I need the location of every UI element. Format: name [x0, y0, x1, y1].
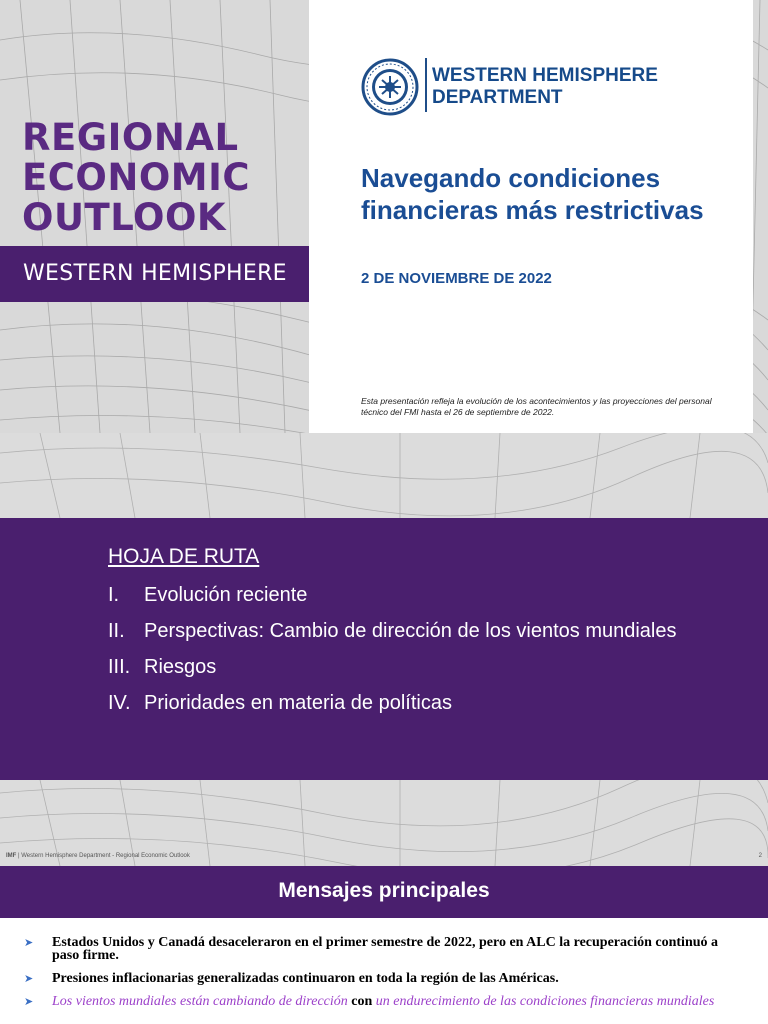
roadmap-item	[108, 582, 728, 608]
key-messages-slide	[0, 866, 768, 1024]
roadmap-item-number: III.	[108, 656, 131, 678]
key-message-item	[24, 972, 744, 985]
roadmap-item	[108, 654, 728, 680]
roadmap-item	[108, 618, 728, 644]
key-messages-title: Mensajes principales	[278, 879, 490, 902]
roadmap-band	[0, 518, 768, 780]
arrow-bullet-icon: ➤	[24, 972, 34, 985]
department-line-2: DEPARTMENT	[432, 87, 563, 108]
key-messages-band	[0, 866, 768, 918]
key-messages-list	[24, 936, 744, 1018]
department-name	[432, 65, 658, 109]
roadmap-item-text: Prioridades en materia de políticas	[144, 692, 452, 714]
report-subtitle-band	[0, 246, 309, 302]
arrow-bullet-icon: ➤	[24, 936, 34, 949]
report-subtitle: WESTERN HEMISPHERE	[23, 261, 287, 286]
roadmap-list	[108, 582, 728, 726]
arrow-bullet-icon: ➤	[24, 995, 34, 1008]
roadmap-item-number: II.	[108, 620, 125, 642]
department-line-1: WESTERN HEMISPHERE	[432, 65, 658, 86]
key-message-text: Estados Unidos y Canadá desaceleraron en el primer semestre de 2022, pero en ALC la recuperación continuó a paso firme.	[52, 935, 719, 963]
roadmap-item-text: Evolución reciente	[144, 584, 308, 606]
roadmap-item-text: Riesgos	[144, 656, 217, 678]
imf-seal-icon	[361, 58, 419, 116]
connector-text: con	[347, 994, 376, 1009]
roadmap-heading: HOJA DE RUTA	[108, 545, 260, 568]
footer-org: IMF	[6, 853, 17, 859]
roadmap-item-text: Perspectivas: Cambio de dirección de los vientos mundiales	[144, 620, 677, 642]
slide-footer	[6, 853, 190, 859]
title-panel	[309, 0, 753, 433]
presentation-title: Navegando condiciones financieras más restrictivas	[361, 163, 704, 225]
disclaimer-note: Esta presentación refleja la evolución de los acontecimientos y las proyecciones del personal técnico del FMI hasta el 26 de septiembre de 2022.	[361, 396, 712, 417]
key-message-text: Presiones inflacionarias generalizadas continuaron en toda la región de las Américas.	[52, 971, 559, 986]
highlight-text: Los vientos mundiales están cambiando de dirección	[52, 994, 348, 1009]
page-number: 2	[758, 853, 762, 859]
roadmap-item-number: I.	[108, 584, 120, 606]
seal-divider	[425, 58, 427, 112]
roadmap-item	[108, 690, 728, 716]
key-message-text	[52, 995, 714, 1008]
report-title: REGIONAL ECONOMIC OUTLOOK	[22, 116, 251, 239]
key-message-item	[24, 936, 744, 962]
presentation-date: 2 DE NOVIEMBRE DE 2022	[361, 270, 552, 287]
roadmap-slide	[0, 433, 768, 866]
title-slide	[0, 0, 768, 433]
key-message-item	[24, 995, 744, 1008]
highlight-text: un endurecimiento de las condiciones financieras mundiales	[375, 994, 715, 1009]
roadmap-item-number: IV.	[108, 692, 131, 714]
footer-text: | Western Hemisphere Department - Regional Economic Outlook	[16, 853, 190, 859]
